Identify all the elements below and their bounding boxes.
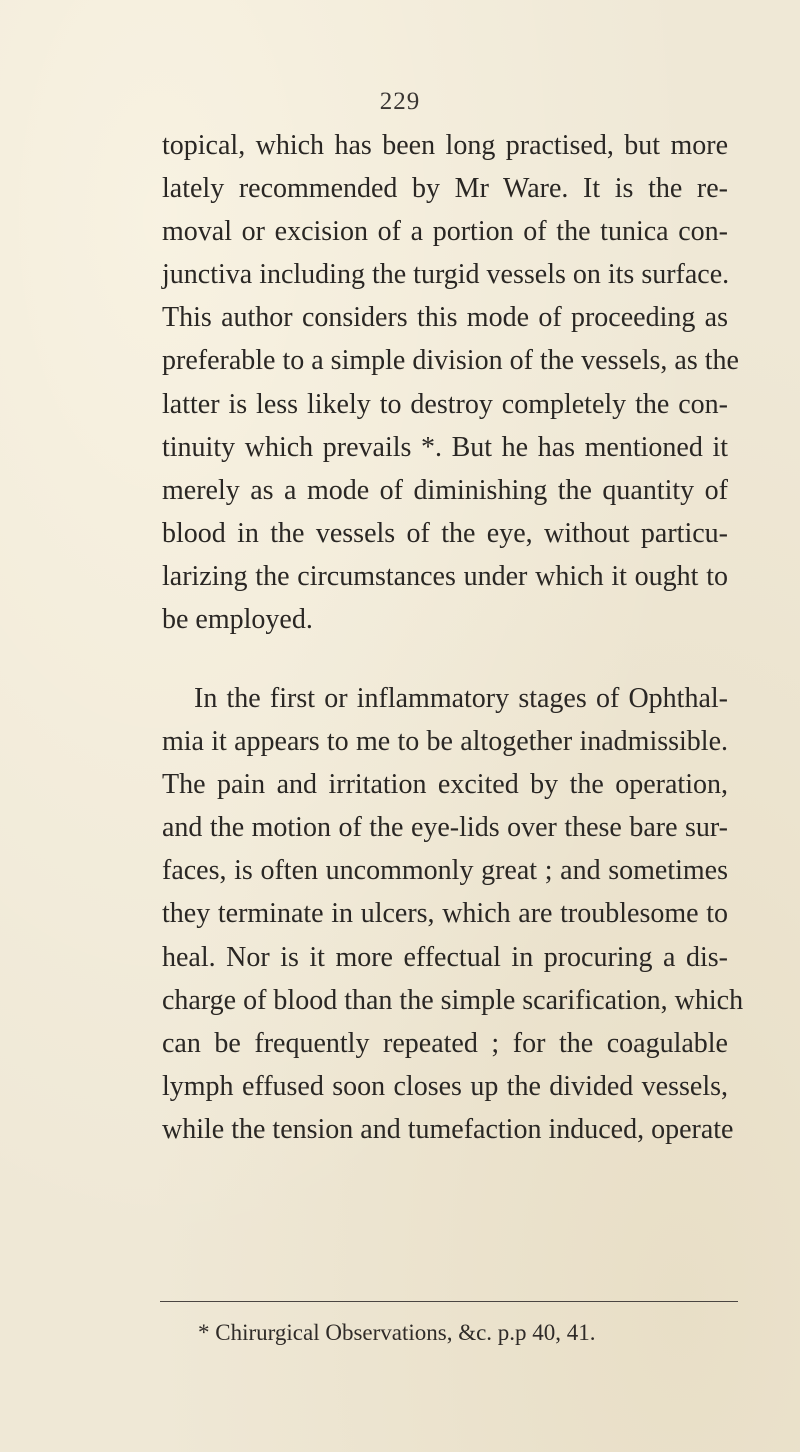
text-line: merely as a mode of diminishing the quantity of <box>162 474 728 506</box>
text-line: heal. Nor is it more effectual in procuring a dis- <box>162 941 728 973</box>
text-line: latter is less likely to destroy completely the con- <box>162 388 728 420</box>
text-line: In the first or inflammatory stages of Ophthal- <box>194 683 728 714</box>
text-line: faces, is often uncommonly great ; and sometimes <box>162 855 728 887</box>
footnote: * Chirurgical Observations, &c. p.p 40, 41. <box>198 1320 596 1345</box>
paragraph-1 <box>162 124 739 641</box>
text-line: The pain and irritation excited by the operation, <box>162 769 728 801</box>
text-line: mia it appears to me to be altogether inadmissible. <box>162 726 728 758</box>
text-line: be employed. <box>162 604 313 636</box>
text-line: blood in the vessels of the eye, without particu- <box>162 517 728 549</box>
text-line: topical, which has been long practised, but more <box>162 130 728 161</box>
text-line: moval or excision of a portion of the tunica con- <box>162 216 728 248</box>
text-line: junctiva including the turgid vessels on its surface. <box>162 259 730 291</box>
text-line: lymph effused soon closes up the divided vessels, <box>162 1070 728 1102</box>
text-line: and the motion of the eye-lids over these bare sur- <box>162 812 728 844</box>
text-line: can be frequently repeated ; for the coagulable <box>162 1027 728 1059</box>
text-line: lately recommended by Mr Ware. It is the re- <box>162 173 728 205</box>
text-line: larizing the circumstances under which it ought to <box>162 560 728 592</box>
paragraph-2 <box>162 677 744 1151</box>
text-line: they terminate in ulcers, which are troublesome to <box>162 898 728 930</box>
text-line: tinuity which prevails *. But he has mentioned it <box>162 431 728 463</box>
footnote-divider <box>160 1301 738 1302</box>
text-line: This author considers this mode of proceeding as <box>162 302 728 334</box>
page-number: 229 <box>379 88 421 115</box>
text-line: charge of blood than the simple scarification, which <box>162 984 744 1016</box>
text-line: preferable to a simple division of the vessels, as the <box>162 345 739 377</box>
text-line: while the tension and tumefaction induced, operate <box>162 1113 734 1145</box>
